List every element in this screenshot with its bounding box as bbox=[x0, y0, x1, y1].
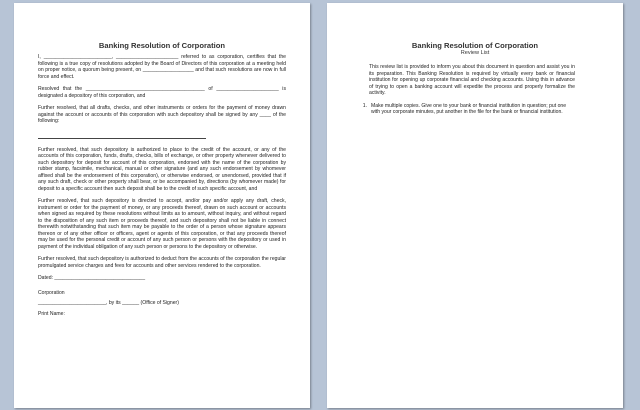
list-item-number: 1. bbox=[362, 102, 367, 109]
corporation-label: Corporation bbox=[38, 289, 65, 296]
charges-paragraph: Further resolved, that such depository is authorized to deduct from the accounts of the corporation the regular promulgated service charges and fees for accounts and other services rendered to the corporation. bbox=[38, 256, 286, 269]
document-page-2 bbox=[327, 3, 623, 408]
print-name-label: Print Name: bbox=[38, 310, 65, 317]
document-page-1 bbox=[14, 3, 310, 408]
page-title: Banking Resolution of Corporation bbox=[98, 41, 226, 50]
payment-paragraph: Further resolved, that such depository is directed to accept, and/or pay and/or apply any draft, check, instrument or order for the payment of money, or any proceeds thereof, drawn on such account or accounts when signed as required by these resolutions without limits as to amount, without inquiry, and without regard to the disposition of any such item or proceeds thereof, and such depository shall not be liable in connect therewith notwithstanding that such item may be payable to the order of a person whose signature appears thereon or of any other officer or officers, agent or agents of this corporation, or that any proceeds thereof may be used for the personal credit or account of any such person or persons with the depository or used in payment of the individual obligation of any such person or persons to the depository or otherwise. bbox=[38, 198, 286, 250]
page-subtitle: Review List bbox=[460, 50, 490, 56]
intro-paragraph: This review list is provided to inform you about this document in question and assist you in its preparation. This Banking Resolution is required by virtually every bank or financial institution for opening up corporate financial and checking accounts. Using this in advance of trying to open a banking account will expedite the process and properly formalize the activity. bbox=[369, 64, 575, 96]
signer-blank-line bbox=[38, 131, 206, 139]
deposit-paragraph: Further resolved, that such depository is authorized to place to the credit of the account, or any of the accounts of this corporation, funds, drafts, checks, bills of exchange, or other property whenever delivered to such depository for deposit for account of this corporation, endorsed with the name of the corporation by rubber stamp, facsimile, mechanical, manual or other signature (and any such endorsement by whomever affixed shall be the endorsement of this corporation), or otherwise endorsed, or unendorsed, provided that if any such draft, check or other property shall bear, or be accompanied by, directions (by whomever made) for deposit to a specific account then such deposit shall be to the credit of such specific account, and bbox=[38, 146, 286, 192]
signer-line: ________________________, by its ______ (Office of Signer) bbox=[38, 300, 179, 306]
dated-line: Dated: ________________________________ bbox=[38, 275, 146, 281]
page-title: Banking Resolution of Corporation bbox=[411, 41, 539, 50]
list-item bbox=[351, 103, 599, 116]
resolved-paragraph: Resolved that the __________________________________________ of ______________________ is designated a depository of this corporation, and bbox=[38, 86, 286, 99]
certification-paragraph: I, ________________________, ______________________ referred to as corporation, certifies that the following is a true copy of resolutions adopted by the Board of Directors of this corporation at a meeting held on proper notice, a quorum being present, on __________________ and that such resolutions are now in full force and effect. bbox=[38, 54, 286, 80]
list-item-text: Make multiple copies. Give one to your bank or financial institution in question; put one with your corporate minutes, put another in the file for the bank or financial institution. bbox=[371, 102, 567, 115]
signers-paragraph: Further resolved, that all drafts, checks, and other instruments or orders for the payment of money drawn against the account or accounts of this corporation with such depository shall be signed by any ____ of the following: bbox=[38, 105, 286, 124]
